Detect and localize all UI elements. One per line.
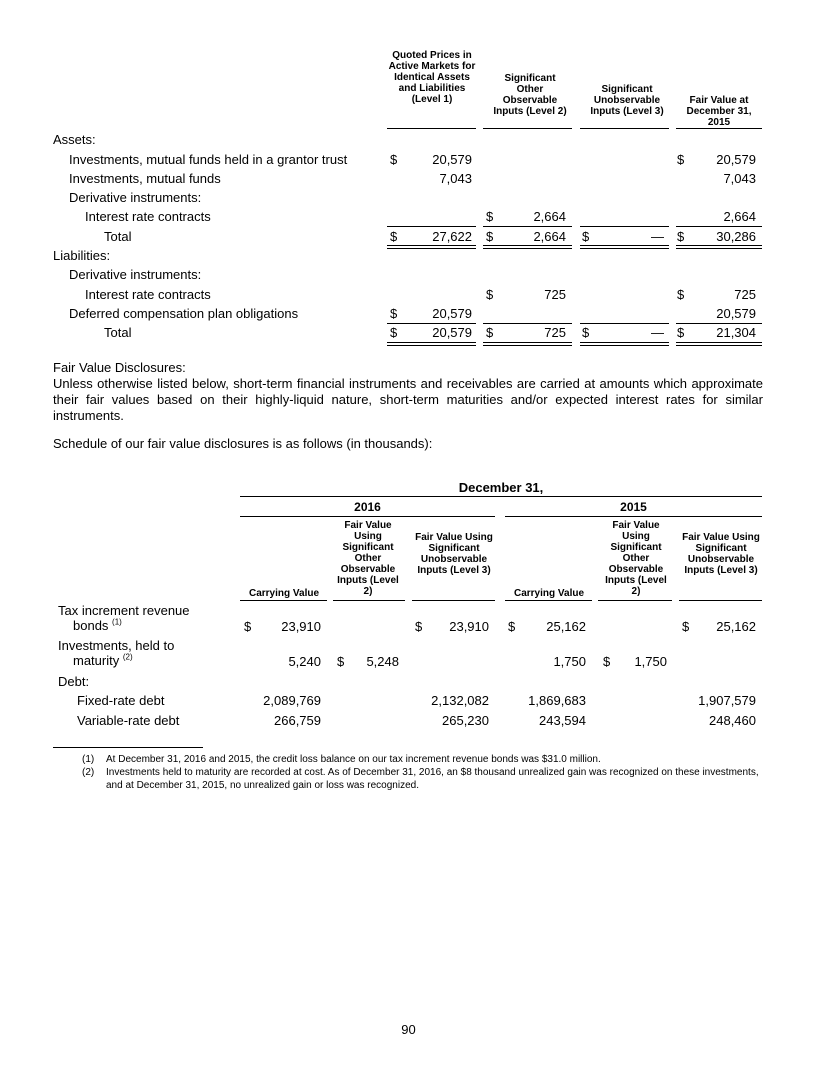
row-label-line: Investments, held to <box>58 638 175 653</box>
subtotal-rule <box>580 226 669 227</box>
footnote-text: Investments held to maturity are recorded at cost. As of December 31, 2016, an $8 thousand unrealized gain was recognized on these investments, and at December 31, 2015, no unrealized gain or loss was recognized. <box>106 767 759 791</box>
row-label-inv-grantor: Investments, mutual funds held in a grantor trust <box>69 152 348 167</box>
cell-tax-l3-2016: 23,910 <box>449 619 489 634</box>
header-rule <box>240 496 762 497</box>
currency-symbol: $ <box>415 619 423 634</box>
cell-var-cv-2015: 243,594 <box>539 713 586 728</box>
cell-inv-grantor-fv: 20,579 <box>716 152 756 167</box>
cell-total1-l3: — <box>651 229 664 244</box>
body-paragraph: Unless otherwise listed below, short-term financial instruments and receivables are carried at amounts which approximate their fair values based on their highly-liquid nature, short-term maturities and/or expected interest rates for similar instruments. <box>53 376 763 423</box>
row-label-derivatives: Derivative instruments: <box>69 190 202 205</box>
row-label-assets: Assets: <box>53 132 96 147</box>
row-label-derivatives: Derivative instruments: <box>69 267 202 282</box>
col-header-carrying-2015: Carrying Value <box>513 588 585 599</box>
currency-symbol: $ <box>486 209 494 224</box>
col-header-fair-value: Fair Value at December 31, 2015 <box>686 95 752 128</box>
row-label-text: bonds <box>73 618 109 633</box>
header-rule <box>333 600 405 601</box>
currency-symbol: $ <box>390 152 398 167</box>
cell-deferred-l1: 20,579 <box>432 306 472 321</box>
row-label-fixed-rate-debt: Fixed-rate debt <box>77 693 165 708</box>
col-header-fv-l3-2016: Fair Value Using Significant Unobservable Inputs (Level 3) <box>415 532 493 576</box>
cell-inv-l2-2016: 5,248 <box>366 654 399 669</box>
col-header-carrying-2016: Carrying Value <box>248 588 320 599</box>
footnote-number: (2) <box>82 767 95 778</box>
currency-symbol: $ <box>677 287 685 302</box>
total-double-rule <box>387 342 476 346</box>
date-header: December 31, <box>458 480 544 495</box>
row-label-tax-increment-bonds <box>58 603 190 633</box>
cell-total1-l1: 27,622 <box>432 229 472 244</box>
cell-irc2-l2: 725 <box>544 287 566 302</box>
currency-symbol: $ <box>682 619 690 634</box>
subtotal-rule <box>580 323 669 324</box>
cell-total1-l2: 2,664 <box>533 229 566 244</box>
currency-symbol: $ <box>677 152 685 167</box>
cell-inv-l2-2015: 1,750 <box>634 654 667 669</box>
page-number: 90 <box>401 1022 416 1037</box>
total-double-rule <box>580 245 669 249</box>
row-label-interest-rate-contracts: Interest rate contracts <box>85 287 211 302</box>
col-header-fv-l2-2015: Fair Value Using Significant Other Observable Inputs (Level 2) <box>605 520 667 597</box>
row-label-line: Tax increment revenue <box>58 603 190 618</box>
col-header-level2: Significant Other Observable Inputs (Level 2) <box>493 73 567 117</box>
cell-deferred-fv: 20,579 <box>716 306 756 321</box>
header-rule <box>483 128 572 129</box>
total-double-rule <box>676 342 762 346</box>
cell-total2-l1: 20,579 <box>432 325 472 340</box>
cell-total1-fv: 30,286 <box>716 229 756 244</box>
row-label-text: maturity <box>73 653 120 668</box>
row-label-liabilities: Liabilities: <box>53 248 111 263</box>
currency-symbol: $ <box>244 619 252 634</box>
cell-inv-cv-2016: 5,240 <box>288 654 321 669</box>
cell-irc1-l2: 2,664 <box>533 209 566 224</box>
col-header-level3: Significant Unobservable Inputs (Level 3) <box>590 84 664 117</box>
total-double-rule <box>676 245 762 249</box>
footnote-number: (1) <box>82 754 95 765</box>
year-2016-header: 2016 <box>354 500 381 514</box>
header-rule <box>240 600 327 601</box>
col-header-fv-l3-2015: Fair Value Using Significant Unobservable Inputs (Level 3) <box>682 532 760 576</box>
footnote-separator <box>53 747 203 748</box>
cell-irc2-fv: 725 <box>734 287 756 302</box>
currency-symbol: $ <box>582 229 590 244</box>
currency-symbol: $ <box>603 654 611 669</box>
cell-inv-mutual-l1: 7,043 <box>439 171 472 186</box>
cell-inv-mutual-fv: 7,043 <box>723 171 756 186</box>
total-double-rule <box>387 245 476 249</box>
currency-symbol: $ <box>677 325 685 340</box>
cell-inv-cv-2015: 1,750 <box>553 654 586 669</box>
currency-symbol: $ <box>582 325 590 340</box>
header-rule <box>505 600 592 601</box>
currency-symbol: $ <box>337 654 345 669</box>
currency-symbol: $ <box>486 325 494 340</box>
col-header-fv-l2-2016: Fair Value Using Significant Other Observable Inputs (Level 2) <box>337 520 399 597</box>
cell-var-l3-2016: 265,230 <box>442 713 489 728</box>
section-heading: Fair Value Disclosures: <box>53 360 186 375</box>
cell-var-cv-2016: 266,759 <box>274 713 321 728</box>
row-label-debt: Debt: <box>58 674 90 689</box>
currency-symbol: $ <box>508 619 516 634</box>
cell-tax-cv-2016: 23,910 <box>281 619 321 634</box>
row-label-variable-rate-debt: Variable-rate debt <box>77 713 180 728</box>
row-label-total: Total <box>104 229 132 244</box>
row-label-line <box>58 653 174 668</box>
col-header-level1: Quoted Prices in Active Markets for Identical Assets and Liabilities (Level 1) <box>388 50 476 105</box>
footnote-ref: (2) <box>122 652 133 662</box>
currency-symbol: $ <box>486 229 494 244</box>
footnote-ref: (1) <box>112 617 122 627</box>
cell-fixed-l3-2015: 1,907,579 <box>698 693 756 708</box>
year-2015-header: 2015 <box>620 500 647 514</box>
total-double-rule <box>483 245 572 249</box>
header-rule <box>679 600 762 601</box>
cell-total2-l2: 725 <box>544 325 566 340</box>
header-rule <box>676 128 762 129</box>
subtotal-rule <box>387 226 476 227</box>
header-rule <box>387 128 476 129</box>
subtotal-rule <box>483 226 572 227</box>
row-label-total: Total <box>104 325 132 340</box>
currency-symbol: $ <box>486 287 494 302</box>
cell-irc1-fv: 2,664 <box>723 209 756 224</box>
row-label-deferred-comp: Deferred compensation plan obligations <box>69 306 299 321</box>
cell-tax-l3-2015: 25,162 <box>716 619 756 634</box>
row-label-investments-held <box>58 638 174 668</box>
row-label-line <box>58 618 190 633</box>
cell-fixed-l3-2016: 2,132,082 <box>431 693 489 708</box>
total-double-rule <box>483 342 572 346</box>
currency-symbol: $ <box>390 306 398 321</box>
cell-var-l3-2015: 248,460 <box>709 713 756 728</box>
schedule-intro: Schedule of our fair value disclosures is as follows (in thousands): <box>53 436 433 451</box>
subtotal-rule <box>483 323 572 324</box>
subtotal-rule <box>676 226 762 227</box>
subtotal-rule <box>676 323 762 324</box>
cell-inv-grantor-l1: 20,579 <box>432 152 472 167</box>
header-rule <box>505 516 762 517</box>
header-rule <box>598 600 672 601</box>
cell-total2-fv: 21,304 <box>716 325 756 340</box>
header-rule <box>412 600 495 601</box>
header-rule <box>240 516 495 517</box>
footnote-text: At December 31, 2016 and 2015, the credit loss balance on our tax increment revenue bonds was $31.0 million. <box>106 754 601 765</box>
row-label-inv-mutual: Investments, mutual funds <box>69 171 221 186</box>
cell-total2-l3: — <box>651 325 664 340</box>
cell-tax-cv-2015: 25,162 <box>546 619 586 634</box>
currency-symbol: $ <box>390 325 398 340</box>
total-double-rule <box>580 342 669 346</box>
currency-symbol: $ <box>390 229 398 244</box>
currency-symbol: $ <box>677 229 685 244</box>
cell-fixed-cv-2015: 1,869,683 <box>528 693 586 708</box>
subtotal-rule <box>387 323 476 324</box>
row-label-interest-rate-contracts: Interest rate contracts <box>85 209 211 224</box>
cell-fixed-cv-2016: 2,089,769 <box>263 693 321 708</box>
header-rule <box>580 128 669 129</box>
